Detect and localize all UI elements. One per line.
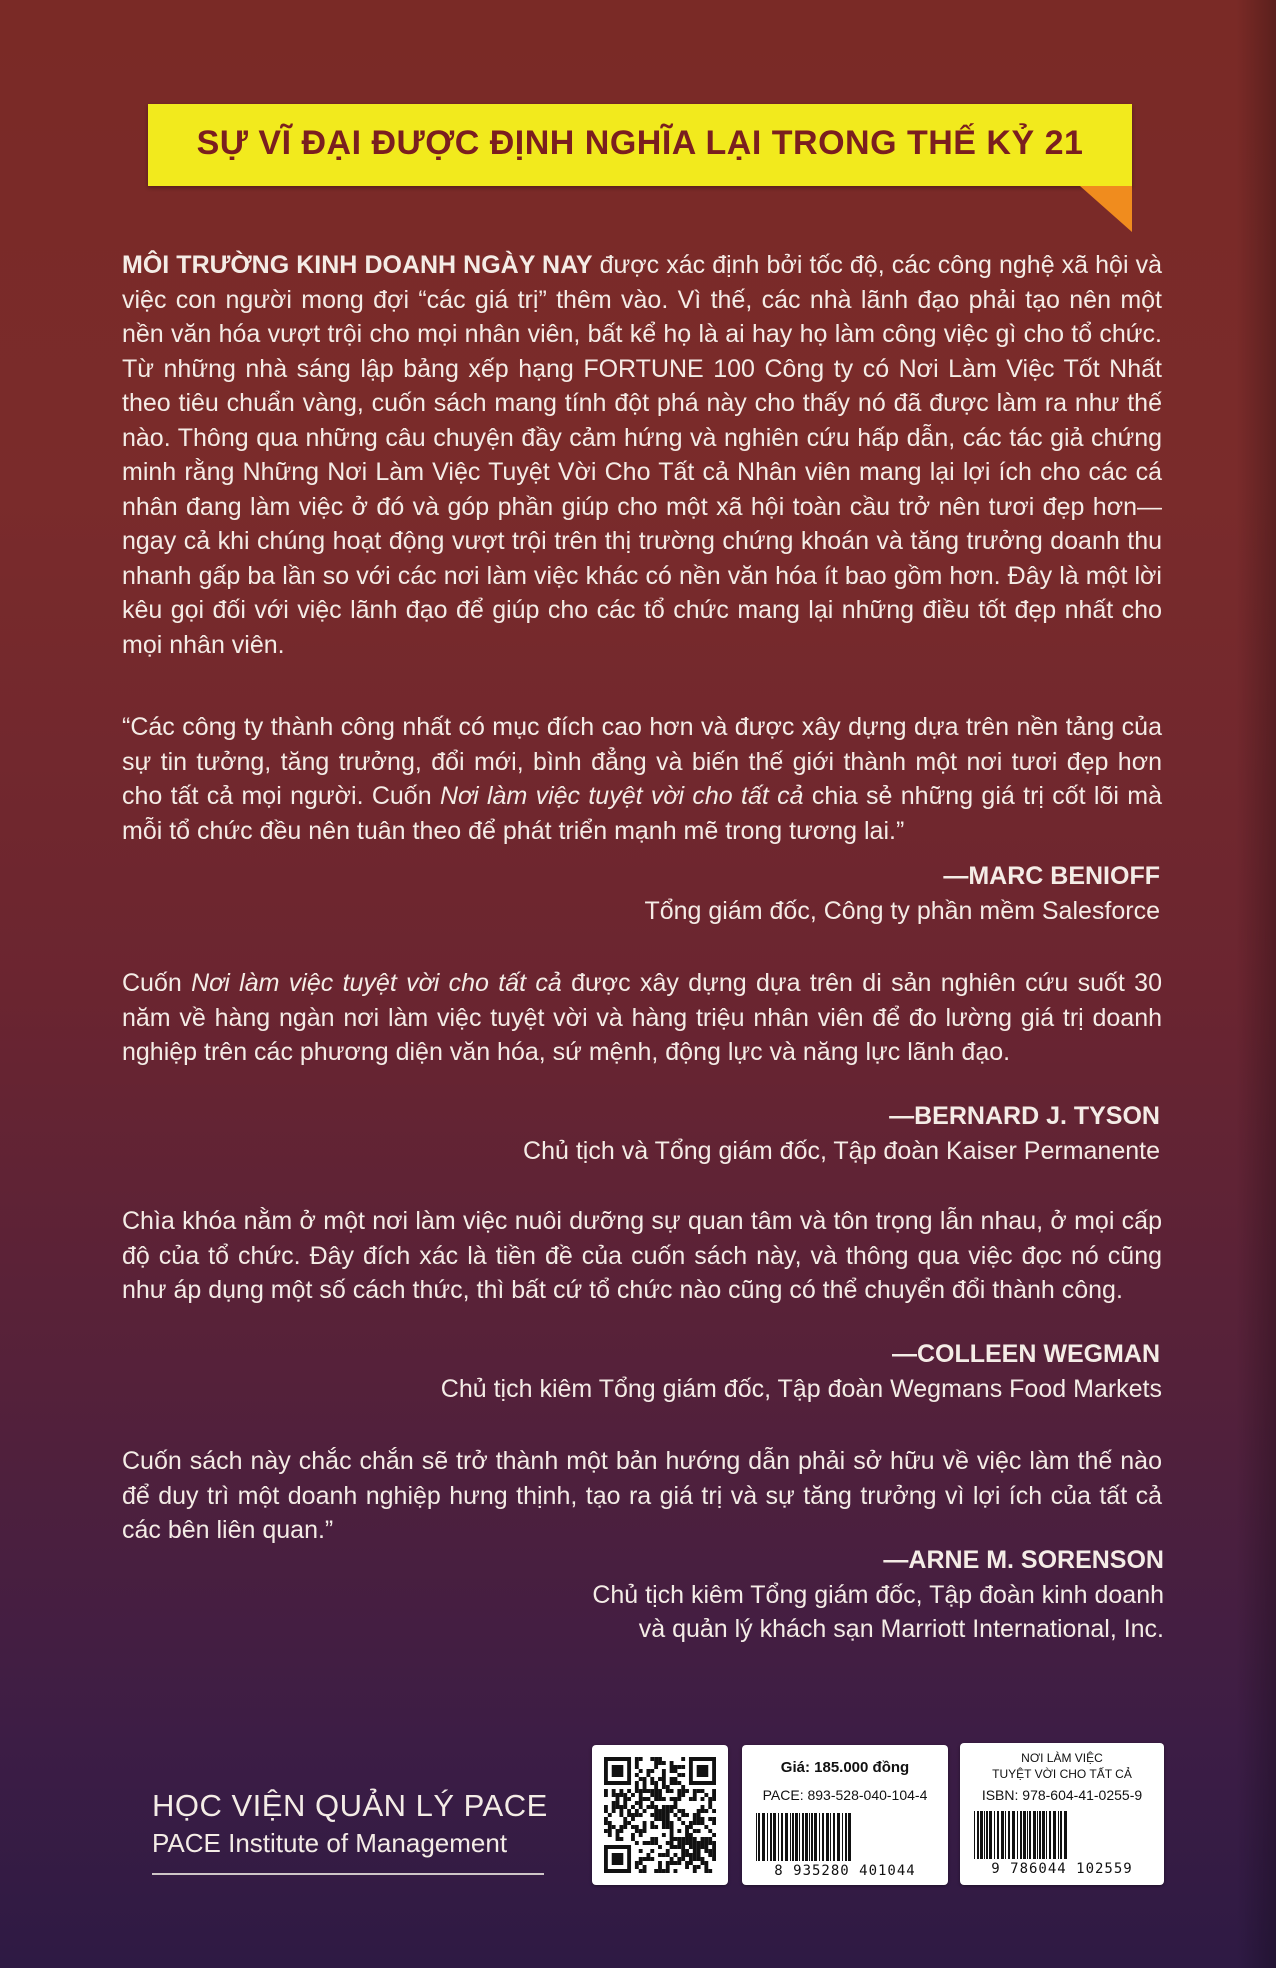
publisher-name-en: PACE Institute of Management (152, 1828, 508, 1858)
intro-body: được xác định bởi tốc độ, các công nghệ xã hội và việc con người mong đợi “các giá trị” thêm vào. Vì thế, các nhà lãnh đạo phải tạo nên một nền văn hóa vượt trội cho mọi nhân viên, bất kể họ là ai hay họ làm công việc gì cho tổ chức. Từ những nhà sáng lập bảng xếp hạng FORTUNE 100 Công ty có Nơi Làm Việc Tốt Nhất theo tiêu chuẩn vàng, cuốn sách mang tính đột phá này cho thấy nó đã được làm ra như thế nào. Thông qua những câu chuyện đầy cảm hứng và nghiên cứu hấp dẫn, các tác giả chứng minh rằng Những Nơi Làm Việc Tuyệt Vời Cho Tất cả Nhân viên mang lại lợi ích cho các cá nhân đang làm việc ở đó và góp phần giúp cho một xã hội toàn cầu trở nên tươi đẹp hơn—ngay cả khi chúng hoạt động vượt trội trên thị trường chứng khoán và tăng trưởng doanh thu nhanh gấp ba lần so với các nơi làm việc khác có nền văn hóa ít bao gồm hơn. Đây là một lời kêu gọi đối với việc lãnh đạo để giúp cho các tổ chức mang lại những điều tốt đẹp nhất cho mọi nhân viên. (122, 251, 1162, 659)
headline-banner (148, 104, 1132, 186)
intro-paragraph (122, 248, 1162, 662)
barcode-number: 9 786044 102559 (991, 1861, 1133, 1877)
quote-benioff (122, 710, 1162, 848)
attribution-name: —BERNARD J. TYSON (889, 1102, 1160, 1130)
attribution-title: Chủ tịch kiêm Tổng giám đốc, Tập đoàn kinh doanh (592, 1581, 1164, 1609)
attribution-name: —COLLEEN WEGMAN (891, 1340, 1160, 1368)
price-sticker (742, 1745, 948, 1885)
headline-text: SỰ VĨ ĐẠI ĐƯỢC ĐỊNH NGHĨA LẠI TRONG THẾ KỶ 21 (196, 124, 1084, 162)
isbn-number: ISBN: 978-604-41-0255-9 (981, 1787, 1143, 1803)
book-title-italic: Nơi làm việc tuyệt vời cho tất cả (191, 969, 562, 997)
quote-text: chia sẻ những giá trị cốt lõi mà mỗi tổ chức đều nên tuân theo để phát triển mạnh mẽ trong tương lai.” (122, 782, 1162, 845)
book-title-italic: Nơi làm việc tuyệt vời cho tất cả (439, 782, 804, 810)
barcode-number: 8 935280 401044 (774, 1863, 916, 1879)
intro-lead: MÔI TRƯỜNG KINH DOANH NGÀY NAY (122, 251, 593, 279)
publisher-name-vn: HỌC VIỆN QUẢN LÝ PACE (152, 1788, 548, 1823)
publisher-code: PACE: 893-528-040-104-4 (762, 1787, 928, 1803)
barcode-icon (756, 1813, 851, 1861)
attribution-title: Chủ tịch kiêm Tổng giám đốc, Tập đoàn Wegmans Food Markets (440, 1375, 1162, 1403)
attribution-title: Tổng giám đốc, Công ty phần mềm Salesforce (644, 897, 1160, 925)
publisher-divider (152, 1873, 544, 1875)
banner-fold-accent (1080, 186, 1132, 232)
qr-code-sticker (592, 1745, 728, 1885)
attribution-title-line2: và quản lý khách sạn Marriott International, Inc. (638, 1615, 1164, 1643)
quote-wegman (122, 1204, 1162, 1308)
isbn-sticker (960, 1743, 1164, 1885)
cover-edge-shadow (1236, 0, 1276, 1968)
attribution-title: Chủ tịch và Tổng giám đốc, Tập đoàn Kaiser Permanente (523, 1137, 1160, 1165)
book-title-line2: TUYỆT VỜI CHO TẤT CẢ (992, 1767, 1132, 1781)
quote-text: Cuốn (122, 969, 192, 997)
book-title-line1: NƠI LÀM VIỆC (1021, 1751, 1103, 1765)
qr-code-icon (604, 1757, 716, 1873)
attribution-name: —MARC BENIOFF (943, 862, 1160, 890)
price-label: Giá: 185.000 đồng (780, 1759, 910, 1776)
barcode-icon (974, 1811, 1069, 1859)
attribution-name: —ARNE M. SORENSON (883, 1546, 1164, 1574)
quote-text: “Các công ty thành công nhất có mục đích cao hơn và được xây dựng dựa trên nền tảng của sự tin tưởng, tăng trưởng, đổi mới, bình đẳng và biến thế giới thành một nơi tươi đẹp hơn cho tất cả mọi người. Cuốn (122, 713, 1162, 810)
quote-text: Cuốn sách này chắc chắn sẽ trở thành một bản hướng dẫn phải sở hữu về việc làm thế nào để duy trì một doanh nghiệp hưng thịnh, tạo ra giá trị và sự tăng trưởng vì lợi ích của tất cả các bên liên quan.” (122, 1447, 1162, 1544)
quote-sorenson (122, 1444, 1162, 1548)
quote-text: Chìa khóa nằm ở một nơi làm việc nuôi dưỡng sự quan tâm và tôn trọng lẫn nhau, ở mọi cấp độ của tổ chức. Đây đích xác là tiền đề của cuốn sách này, và thông qua việc đọc nó cũng như áp dụng một số cách thức, thì bất cứ tổ chức nào cũng có thể chuyển đổi thành công. (122, 1207, 1162, 1304)
quote-text: được xây dựng dựa trên di sản nghiên cứu suốt 30 năm về hàng ngàn nơi làm việc tuyệt vời và hàng triệu nhân viên để đo lường giá trị doanh nghiệp trên các phương diện văn hóa, sứ mệnh, động lực và năng lực lãnh đạo. (122, 969, 1162, 1066)
quote-tyson (122, 966, 1162, 1070)
publisher-block (152, 1788, 552, 1875)
